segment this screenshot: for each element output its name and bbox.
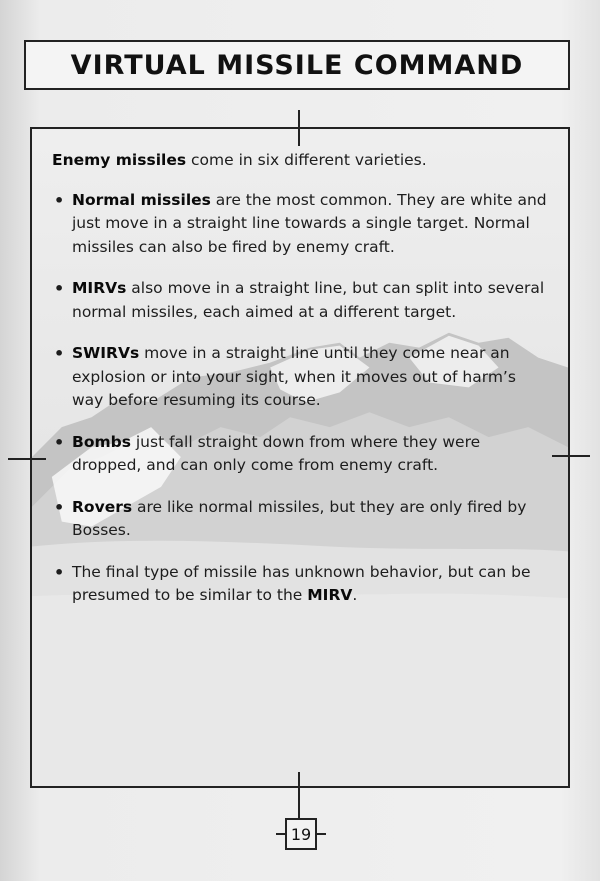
list-item-term: MIRV [307,586,353,604]
content-frame [30,127,570,788]
list-item-term: Bombs [72,432,131,451]
page-number: 19 [290,824,312,844]
bullet-icon: • [54,344,65,363]
top-tick-mark [298,110,300,146]
list-item-text-end: . [352,586,358,604]
list-item-term: SWIRVs [72,344,140,362]
left-tick-mark [8,458,46,460]
list-item-term: MIRVs [72,279,127,297]
list-item-text: move in a straight line until they come near an explosion or into your sight, when it moves out of harm’s way before resuming its course. [72,344,516,409]
page-number-left-tick [276,833,285,835]
intro-text: come in six different varieties. [186,151,427,169]
list-item-text: are like normal missiles, but they are only fired by Bosses. [72,497,527,539]
intro-highlight: Enemy missiles [52,151,187,169]
list-item-text: also move in a straight line, but can split into several normal missiles, each aimed at a different target. [72,279,545,321]
page-number-box [285,818,317,850]
list-item-text: are the most common. They are white and just move in a straight line towards a single target. Normal missiles can also be fired by enemy craft. [72,190,547,256]
list-item-normal-missiles [52,189,550,260]
bullet-icon: • [54,562,65,582]
list-item-text: The final type of missile has unknown behavior, but can be presumed to be similar to the [72,562,531,604]
title-banner [24,40,570,90]
missile-types-list [52,189,550,608]
bullet-icon: • [54,279,65,298]
right-tick-mark [552,455,590,457]
bullet-icon: • [54,497,65,517]
list-item-rovers [52,496,550,543]
page-number-right-tick [317,833,326,835]
bullet-icon: • [54,190,65,210]
list-item-term: Normal missiles [72,190,211,209]
list-item-mirvs [52,277,550,324]
content-text [52,149,550,626]
bullet-icon: • [54,432,65,452]
page-title: VIRTUAL MISSILE COMMAND [70,49,524,81]
bottom-tick-mark [298,772,300,818]
list-item-bombs [52,431,550,478]
intro-paragraph [52,149,550,173]
list-item-unknown-type [52,561,550,608]
list-item-term: Rovers [72,497,133,516]
list-item-text: just fall straight down from where they were dropped, and can only come from enemy craft. [72,432,481,474]
list-item-swirvs [52,342,550,413]
